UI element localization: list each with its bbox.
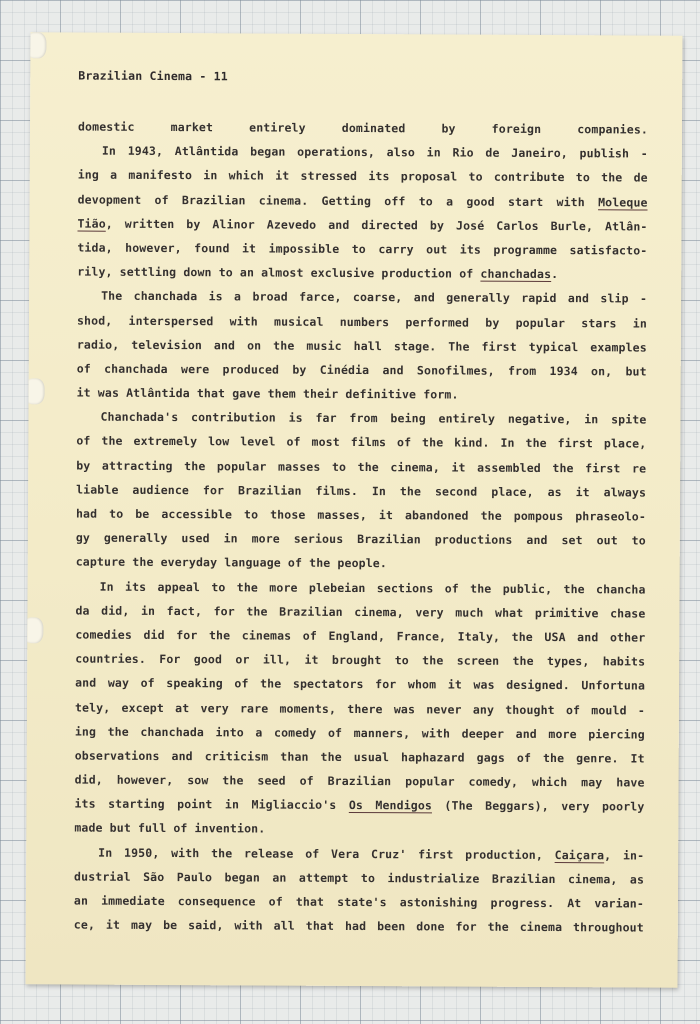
text-line: dustrial São Paulo began an attempt to industrialize Brazilian cinema, as [74,869,645,887]
text-line: The chanchada is a broad farce, coarse, and generally rapid and slip - [101,288,648,306]
text-line: radio, television and on the music hall stage. The first typical examples [76,337,647,355]
text-line: Tião, written by Alinor Azevedo and directed by José Carlos Burle, Atlân- [77,216,648,234]
text-line: rily, settling down to an almost exclusive production of chanchadas. [77,264,559,282]
text-line: ing the chanchada into a comedy of manners, with deeper and more piercing [74,724,645,742]
punch-hole-upper [26,378,45,404]
text-line: had to be accessible to those masses, it abandoned the pompous phraseolo- [75,506,647,524]
text-line: ce, it may be said, with all that had been done for the cinema throughout [73,917,644,935]
text-line: did, however, sow the seed of Brazilian popular comedy, which may have [74,772,645,790]
film-title: Caiçara [554,847,605,862]
text-line: it was Atlântida that gave them their definitive form. [76,385,459,402]
text-line: countries. For good or ill, it brought to the screen the types, habits [75,651,646,669]
text-line: domestic market entirely dominated by foreign companies. [77,119,649,137]
text-line: made but full of invention. [74,820,266,836]
text-line: In its appeal to the more plebeian sections of the public, the chancha [99,579,646,597]
typewritten-page [26,32,683,987]
torn-corner [26,32,46,58]
text-line: In 1950, with the release of Vera Cruz' first production, Caiçara, in- [98,845,645,863]
text-line: liable audience for Brazilian films. In the second place, as it always [76,482,647,500]
text-line: Chanchada's contribution is far from being entirely negative, in spite [100,409,647,427]
text-line: an immediate consequence of that state's astonishing progress. At varian- [73,893,644,911]
punch-hole-lower [26,617,44,643]
genre-term: chanchadas [480,266,552,282]
text-line: of chanchada were produced by Cinédia and Sonofilmes, from 1934 on, but [76,361,647,379]
text-line: shod, interspersed with musical numbers performed by popular stars in [76,313,648,331]
text-line: ing a manifesto in which it stressed its proposal to contribute to the de [77,167,648,185]
text-line: comedies did for the cinemas of England, France, Italy, the USA and other [75,627,646,645]
text-line: of the extremely low level of most films of the kind. In the first place, [76,433,647,451]
text-line: by attracting the popular masses to the cinema, it assembled the first re [76,458,647,476]
text-line: devopment of Brazilian cinema. Getting off to a good start with Moleque [77,192,648,210]
text-line: gy generally used in more serious Brazilian productions and set out to [75,530,646,548]
film-title: Moleque [598,194,648,210]
film-title: Os Mendigos [348,798,433,813]
text-line: observations and criticism than the usual haphazard gags of the genre. It [74,748,645,766]
text-line: tely, except at very rare moments, there was never any thought of mould - [74,700,645,718]
text-line: and way of speaking of the spectators for whom it was designed. Unfortuna [75,675,646,693]
text-line: capture the everyday language of the people. [75,554,388,571]
text-line: tida, however, found it impossible to carry out its programme satisfacto- [77,240,648,258]
page-header: Brazilian Cinema - 11 [78,68,228,84]
film-title: Tião [77,216,106,231]
text-line: In 1943, Atlântida began operations, also in Rio de Janeiro, publish - [101,143,648,161]
text-line: its starting point in Migliaccio's Os Mendigos (The Beggars), very poorly [74,796,645,814]
page-body [74,115,648,940]
text-line: da did, in fact, for the Brazilian cinema, very much what primitive chase [75,603,646,621]
